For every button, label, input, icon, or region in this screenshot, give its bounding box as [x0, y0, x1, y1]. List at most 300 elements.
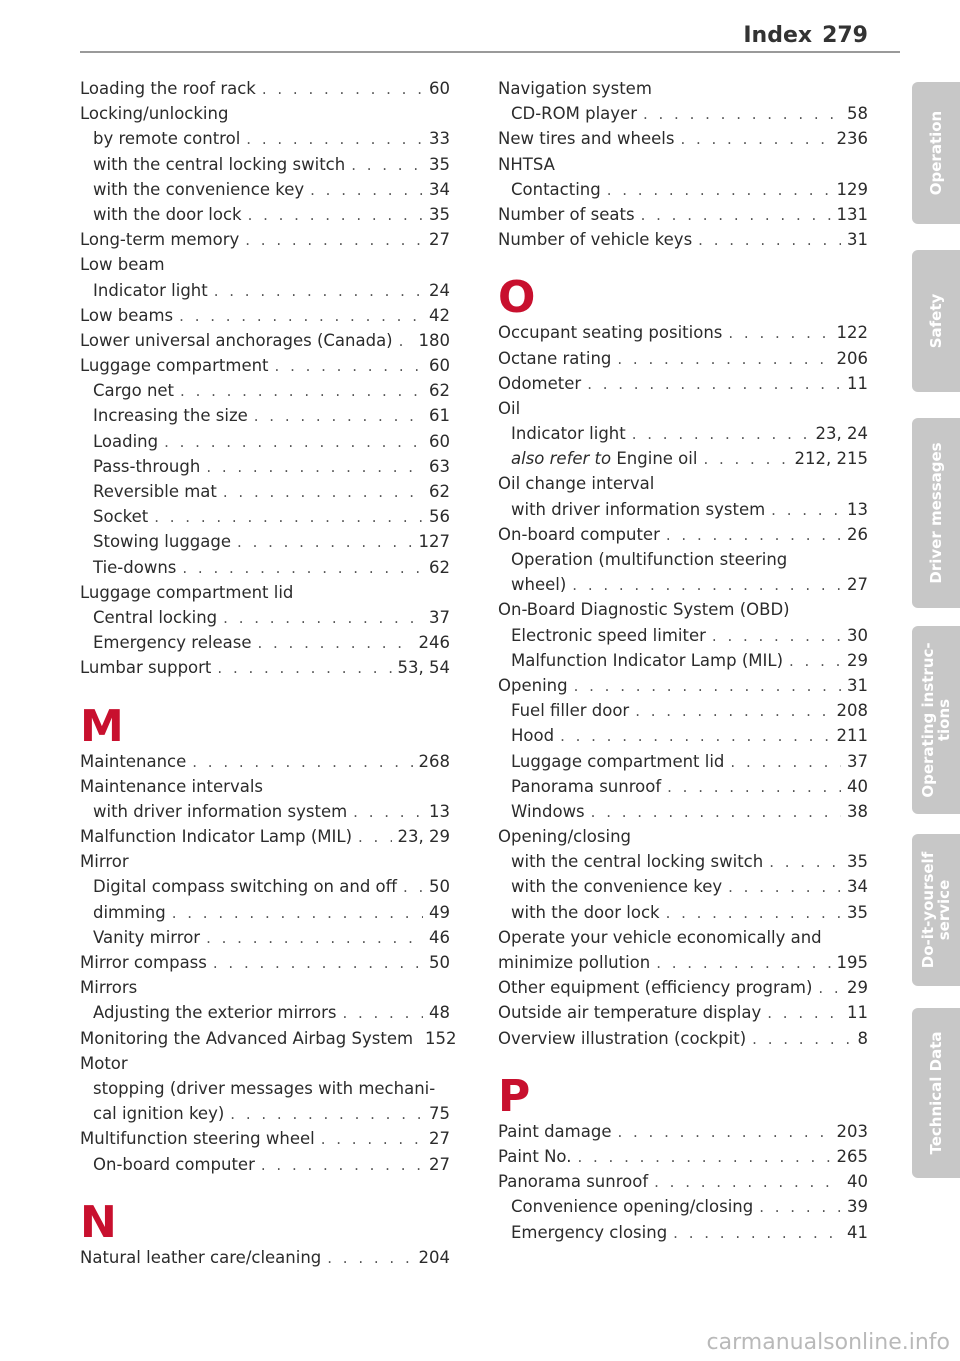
entry-term: Operation (multifunction steering: [511, 550, 788, 569]
page-reference: 75: [429, 1104, 450, 1124]
index-entry: [498, 597, 868, 622]
entry-term: Reversible mat: [93, 482, 217, 501]
leader-dots: [712, 624, 841, 649]
entry-term: minimize pollution: [498, 953, 651, 972]
leader-dots: [257, 631, 412, 656]
index-subentry: [80, 1101, 450, 1126]
entry-term: Oil change interval: [498, 474, 655, 494]
section-letter: N: [80, 1196, 117, 1248]
page-reference: 208: [836, 701, 868, 721]
leader-dots: [179, 304, 423, 329]
leader-dots: [192, 750, 412, 775]
page-reference: 246: [418, 633, 450, 653]
entry-term: Monitoring the Advanced Airbag System: [80, 1028, 414, 1048]
index-subentry: [498, 623, 868, 648]
leader-dots: [703, 447, 788, 472]
leader-dots: [172, 901, 423, 926]
entry-term: dimming: [93, 902, 166, 922]
leader-dots: [246, 127, 423, 152]
leader-dots: [759, 1195, 841, 1220]
page-reference: 56: [429, 507, 450, 527]
page-reference: 50: [429, 953, 450, 972]
leader-dots: [230, 1102, 423, 1127]
index-subentry: [498, 421, 868, 446]
page-reference: 268: [418, 751, 450, 771]
entry-term: Occupant seating positions: [498, 323, 723, 343]
page-reference: 27: [429, 1129, 450, 1149]
index-subentry: [80, 152, 450, 177]
index-subentry: [80, 1000, 450, 1025]
leader-dots: [818, 976, 841, 1001]
entry-term: Oil: [498, 398, 521, 418]
index-entry: [80, 950, 450, 975]
leader-dots: [666, 901, 841, 926]
entry-term: Loading the roof rack: [80, 79, 256, 98]
page-reference: 29: [847, 978, 868, 998]
index-subentry: [498, 874, 868, 899]
leader-dots: [698, 228, 841, 253]
index-subentry: [80, 479, 450, 504]
chapter-tab-label: Driver messages: [927, 442, 945, 584]
index-subentry: [80, 605, 450, 630]
entry-term: Maintenance intervals: [80, 776, 264, 796]
leader-dots: [403, 875, 423, 900]
entry-term: Mirror: [80, 852, 129, 872]
index-subentry: [80, 555, 450, 580]
page-reference: 129: [836, 179, 868, 199]
page-reference: 203: [836, 1121, 868, 1141]
index-entry: [498, 925, 868, 950]
index-entry: [80, 252, 450, 277]
entry-term: Indicator light: [511, 424, 626, 444]
page-reference: 127: [418, 532, 450, 552]
leader-dots: [223, 480, 423, 505]
leader-dots: [572, 573, 841, 598]
index-subentry: [498, 648, 868, 673]
leader-dots: [591, 800, 841, 825]
entry-term: Mirror compass: [80, 953, 207, 972]
page-reference: 211: [836, 726, 868, 746]
index-entry: [498, 76, 868, 101]
index-subentry: [498, 177, 868, 202]
index-subentry: [80, 378, 450, 403]
chapter-tab[interactable]: [912, 418, 960, 608]
index-subentry: [498, 1220, 868, 1245]
entry-term: Lower universal anchorages (Canada): [80, 330, 393, 350]
page-reference: 204: [418, 1247, 450, 1267]
index-subentry: [80, 454, 450, 479]
leader-dots: [680, 127, 830, 152]
leader-dots: [666, 523, 841, 548]
page-reference: 41: [847, 1222, 868, 1242]
leader-dots: [154, 505, 423, 530]
entry-term: Mirrors: [80, 978, 138, 998]
index-subentry: [80, 925, 450, 950]
leader-dots: [223, 606, 423, 631]
entry-term: Electronic speed limiter: [511, 625, 706, 645]
index-entry: [80, 774, 450, 799]
entry-term: Paint damage: [498, 1121, 612, 1141]
index-entry: [498, 1026, 868, 1051]
chapter-tab-label: Do-it-yourself service: [919, 851, 953, 969]
page-reference: 38: [847, 801, 868, 821]
leader-dots: [789, 649, 841, 674]
index-subentry: [80, 799, 450, 824]
index-entry: [80, 824, 450, 849]
entry-term: CD-ROM player: [511, 104, 637, 124]
entry-term: Fuel filler door: [511, 701, 630, 721]
leader-dots: [767, 1001, 841, 1026]
leader-dots: [327, 1246, 412, 1271]
leader-dots: [206, 455, 423, 480]
page-reference: 62: [429, 381, 450, 401]
entry-term: On-board computer: [498, 524, 660, 544]
leader-dots: [237, 530, 412, 555]
page-reference: 27: [429, 1154, 450, 1174]
page-reference: 35: [847, 852, 868, 872]
index-entry: [498, 975, 868, 1000]
index-subentry: [80, 1152, 450, 1177]
index-entry: [498, 1169, 868, 1194]
entry-term: Low beams: [80, 305, 174, 325]
page-reference: 206: [836, 348, 868, 368]
page-reference: 122: [836, 323, 868, 343]
entry-term: Odometer: [498, 373, 582, 393]
entry-term: Lumbar support: [80, 658, 212, 678]
leader-dots: [342, 1001, 423, 1026]
entry-term: Vanity mirror: [93, 927, 201, 947]
index-column-left: [80, 76, 457, 1270]
index-subentry: [80, 529, 450, 554]
leader-dots: [213, 951, 423, 976]
entry-term: Long-term memory: [80, 230, 240, 250]
page-reference: 53, 54: [397, 658, 450, 678]
entry-term: by remote control: [93, 129, 241, 149]
leader-dots: [180, 379, 423, 404]
leader-dots: [206, 926, 423, 951]
page-reference: 46: [429, 927, 450, 947]
entry-term: Hood: [511, 726, 555, 746]
index-subentry: [498, 900, 868, 925]
index-subentry: [498, 774, 868, 799]
cross-reference-prefix: also refer to: [511, 449, 612, 469]
page-reference: 62: [429, 557, 450, 577]
leader-dots: [654, 1170, 841, 1195]
entry-term: On-board computer: [93, 1154, 255, 1174]
entry-term: Malfunction Indicator Lamp (MIL): [511, 650, 784, 670]
chapter-tab[interactable]: [912, 626, 960, 814]
entry-term: Opening/closing: [498, 827, 632, 847]
page-reference: 49: [429, 902, 450, 922]
leader-dots: [771, 498, 841, 523]
index-entry: [498, 471, 868, 496]
index-entry: [80, 303, 450, 328]
entry-term: Navigation system: [498, 79, 652, 98]
leader-dots: [617, 347, 830, 372]
page-reference: 24: [429, 280, 450, 300]
page-reference: 58: [847, 104, 868, 124]
index-subentry: [80, 126, 450, 151]
entry-term: Windows: [511, 801, 585, 821]
page-reference: 35: [429, 204, 450, 224]
chapter-tab-label: Technical Data: [927, 1031, 945, 1155]
leader-dots: [248, 203, 423, 228]
entry-term: with driver information system: [511, 499, 766, 519]
page-reference: 37: [429, 607, 450, 627]
index-entry: [80, 76, 450, 101]
leader-dots: [399, 329, 413, 354]
leader-dots: [641, 203, 831, 228]
entry-term: Number of seats: [498, 204, 635, 224]
index-entry: [80, 1026, 457, 1051]
index-entry: [80, 1245, 450, 1270]
index-entry: [80, 353, 450, 378]
section-letter: M: [80, 700, 124, 752]
section-letter: P: [498, 1070, 531, 1122]
index-entry: [498, 1144, 868, 1169]
leader-dots: [769, 850, 841, 875]
page-reference: 62: [429, 482, 450, 501]
page-reference: 60: [429, 431, 450, 451]
page-reference: 60: [429, 79, 450, 98]
leader-dots: [351, 153, 423, 178]
leader-dots: [574, 674, 841, 699]
page-reference: 195: [836, 953, 868, 972]
page-reference: 42: [429, 305, 450, 325]
leader-dots: [656, 951, 830, 976]
leader-dots: [667, 775, 841, 800]
page-reference: 40: [847, 1172, 868, 1192]
page-reference: 61: [429, 406, 450, 426]
page-reference: 35: [429, 154, 450, 174]
page-reference: 27: [429, 230, 450, 250]
chapter-tab[interactable]: [912, 82, 960, 224]
page-reference: 33: [429, 129, 450, 149]
entry-term: Emergency release: [93, 633, 252, 653]
entry-term: Convenience opening/closing: [511, 1197, 754, 1217]
index-subentry: [80, 278, 450, 303]
entry-term: Panorama sunroof: [511, 776, 662, 796]
entry-term: Opening: [498, 675, 568, 695]
page-reference: 35: [847, 902, 868, 922]
index-entry: [80, 749, 450, 774]
leader-dots: [254, 404, 423, 429]
entry-term: with the door lock: [93, 204, 242, 224]
index-column-right: [498, 76, 868, 1245]
page-reference: 34: [847, 877, 868, 897]
page-reference: 23, 24: [815, 424, 868, 444]
page-reference: 13: [429, 801, 450, 821]
entry-term: Operate your vehicle economically and: [498, 927, 822, 947]
entry-term: Malfunction Indicator Lamp (MIL): [80, 827, 353, 847]
leader-dots: [730, 750, 841, 775]
entry-term: Paint No.: [498, 1146, 572, 1166]
index-entry: [498, 673, 868, 698]
entry-term: [511, 446, 697, 471]
page-reference: 212, 215: [794, 449, 868, 469]
entry-term: Octane rating: [498, 348, 612, 368]
leader-dots: [310, 178, 423, 203]
entry-term: Outside air temperature display: [498, 1003, 762, 1023]
index-subentry: [80, 429, 450, 454]
index-entry: [80, 655, 450, 680]
entry-term: with the central locking switch: [511, 852, 764, 872]
page-reference: 180: [418, 330, 450, 350]
index-subentry: [498, 799, 868, 824]
index-entry: [498, 396, 868, 421]
entry-term: Indicator light: [93, 280, 208, 300]
entry-term: Other equipment (efficiency program): [498, 978, 813, 998]
leader-dots: [560, 724, 830, 749]
entry-term: with the convenience key: [93, 179, 305, 199]
leader-dots: [321, 1127, 423, 1152]
leader-dots: [635, 699, 830, 724]
entry-term: Increasing the size: [93, 406, 248, 426]
leader-dots: [577, 1145, 830, 1170]
page-reference: 60: [429, 356, 450, 376]
page-reference: 236: [836, 129, 868, 149]
index-subentry: [80, 874, 450, 899]
chapter-tab[interactable]: [912, 1008, 960, 1178]
entry-term: Natural leather care/cleaning: [80, 1247, 322, 1267]
index-entry: [498, 346, 868, 371]
leader-dots: [261, 1153, 423, 1178]
index-subentry: [498, 497, 868, 522]
entry-term: Motor: [80, 1053, 128, 1073]
chapter-tab-label: Operating instruc- tions: [919, 642, 953, 798]
index-entry: [498, 950, 868, 975]
page-reference: 34: [429, 179, 450, 199]
index-entry: [498, 824, 868, 849]
index-entry: [498, 1119, 868, 1144]
index-entry: [498, 227, 868, 252]
leader-dots: [275, 354, 423, 379]
index-subentry: [498, 446, 868, 471]
index-subentry: [80, 900, 450, 925]
index-subentry: [498, 101, 868, 126]
page-reference: 11: [847, 1003, 868, 1023]
page-reference: 40: [847, 776, 868, 796]
index-entry: [80, 227, 450, 252]
leader-dots: [607, 178, 831, 203]
leader-dots: [632, 422, 810, 447]
page-reference: 11: [847, 373, 868, 393]
entry-term: Central locking: [93, 607, 218, 627]
entry-term: On-Board Diagnostic System (OBD): [498, 600, 790, 620]
index-subentry: [498, 698, 868, 723]
index-entry: [80, 849, 450, 874]
leader-dots: [728, 875, 841, 900]
entry-term: Emergency closing: [511, 1222, 668, 1242]
index-entry: [80, 1126, 450, 1151]
leader-dots: [587, 372, 841, 397]
index-subentry: [80, 1076, 450, 1101]
entry-term: NHTSA: [498, 154, 555, 174]
index-subentry: [80, 403, 450, 428]
entry-term: Multifunction steering wheel: [80, 1129, 315, 1149]
entry-term: Loading: [93, 431, 159, 451]
index-subentry: [498, 1194, 868, 1219]
index-subentry: [498, 572, 868, 597]
leader-dots: [728, 321, 830, 346]
entry-term: New tires and wheels: [498, 129, 675, 149]
leader-dots: [617, 1120, 830, 1145]
leader-dots: [214, 279, 423, 304]
index-entry: [80, 101, 450, 126]
index-subentry: [80, 630, 450, 655]
chapter-tab[interactable]: [912, 250, 960, 392]
entry-term: Digital compass switching on and off: [93, 877, 398, 897]
page-reference: 50: [429, 877, 450, 897]
index-subentry: [498, 723, 868, 748]
page-reference: 27: [847, 575, 868, 595]
index-entry: [498, 522, 868, 547]
page-reference: 29: [847, 650, 868, 670]
chapter-tab[interactable]: [912, 834, 960, 986]
entry-term-text: Engine oil: [616, 449, 698, 469]
index-subentry: [80, 504, 450, 529]
page-number: 279: [822, 23, 868, 48]
index-entry: [498, 202, 868, 227]
entry-term: with the door lock: [511, 902, 660, 922]
entry-term: Stowing luggage: [93, 532, 232, 552]
page-reference: 265: [836, 1146, 868, 1166]
entry-term: Low beam: [80, 255, 165, 275]
entry-term: Overview illustration (cockpit): [498, 1028, 747, 1048]
entry-term: Adjusting the exterior mirrors: [93, 1003, 337, 1023]
entry-term: Socket: [93, 507, 149, 527]
leader-dots: [217, 656, 391, 681]
leader-dots: [182, 556, 423, 581]
entry-term: cal ignition key): [93, 1104, 225, 1124]
page-reference: 23, 29: [397, 827, 450, 847]
index-entry: [498, 126, 868, 151]
index-entry: [498, 152, 868, 177]
entry-term: Luggage compartment lid: [80, 582, 294, 602]
leader-dots: [752, 1027, 851, 1052]
entry-term: Maintenance: [80, 751, 187, 771]
entry-term: Luggage compartment: [80, 356, 269, 376]
page-reference: 48: [429, 1003, 450, 1023]
index-entry: [80, 975, 450, 1000]
index-subentry: [80, 177, 450, 202]
page-reference: 131: [836, 204, 868, 224]
entry-term: Luggage compartment lid: [511, 751, 725, 771]
chapter-tab-label: Operation: [927, 110, 945, 196]
entry-term: wheel): [511, 575, 567, 595]
page-reference: 39: [847, 1197, 868, 1217]
index-subentry: [80, 202, 450, 227]
index-entry: [80, 1051, 450, 1076]
leader-dots: [643, 102, 841, 127]
page-reference: 30: [847, 625, 868, 645]
index-subentry: [498, 749, 868, 774]
entry-term: with the convenience key: [511, 877, 723, 897]
leader-dots: [358, 825, 392, 850]
index-entry: [498, 320, 868, 345]
leader-dots: [164, 430, 423, 455]
leader-dots: [262, 77, 423, 102]
entry-term: with driver information system: [93, 801, 348, 821]
watermark: carmanualsonline.info: [706, 1330, 950, 1355]
page-reference: 37: [847, 751, 868, 771]
entry-term: Tie-downs: [93, 557, 177, 577]
entry-term: Locking/unlocking: [80, 104, 229, 124]
page-reference: 31: [847, 675, 868, 695]
index-entry: [80, 580, 450, 605]
section-title: Index: [743, 23, 813, 48]
entry-term: Cargo net: [93, 381, 175, 401]
